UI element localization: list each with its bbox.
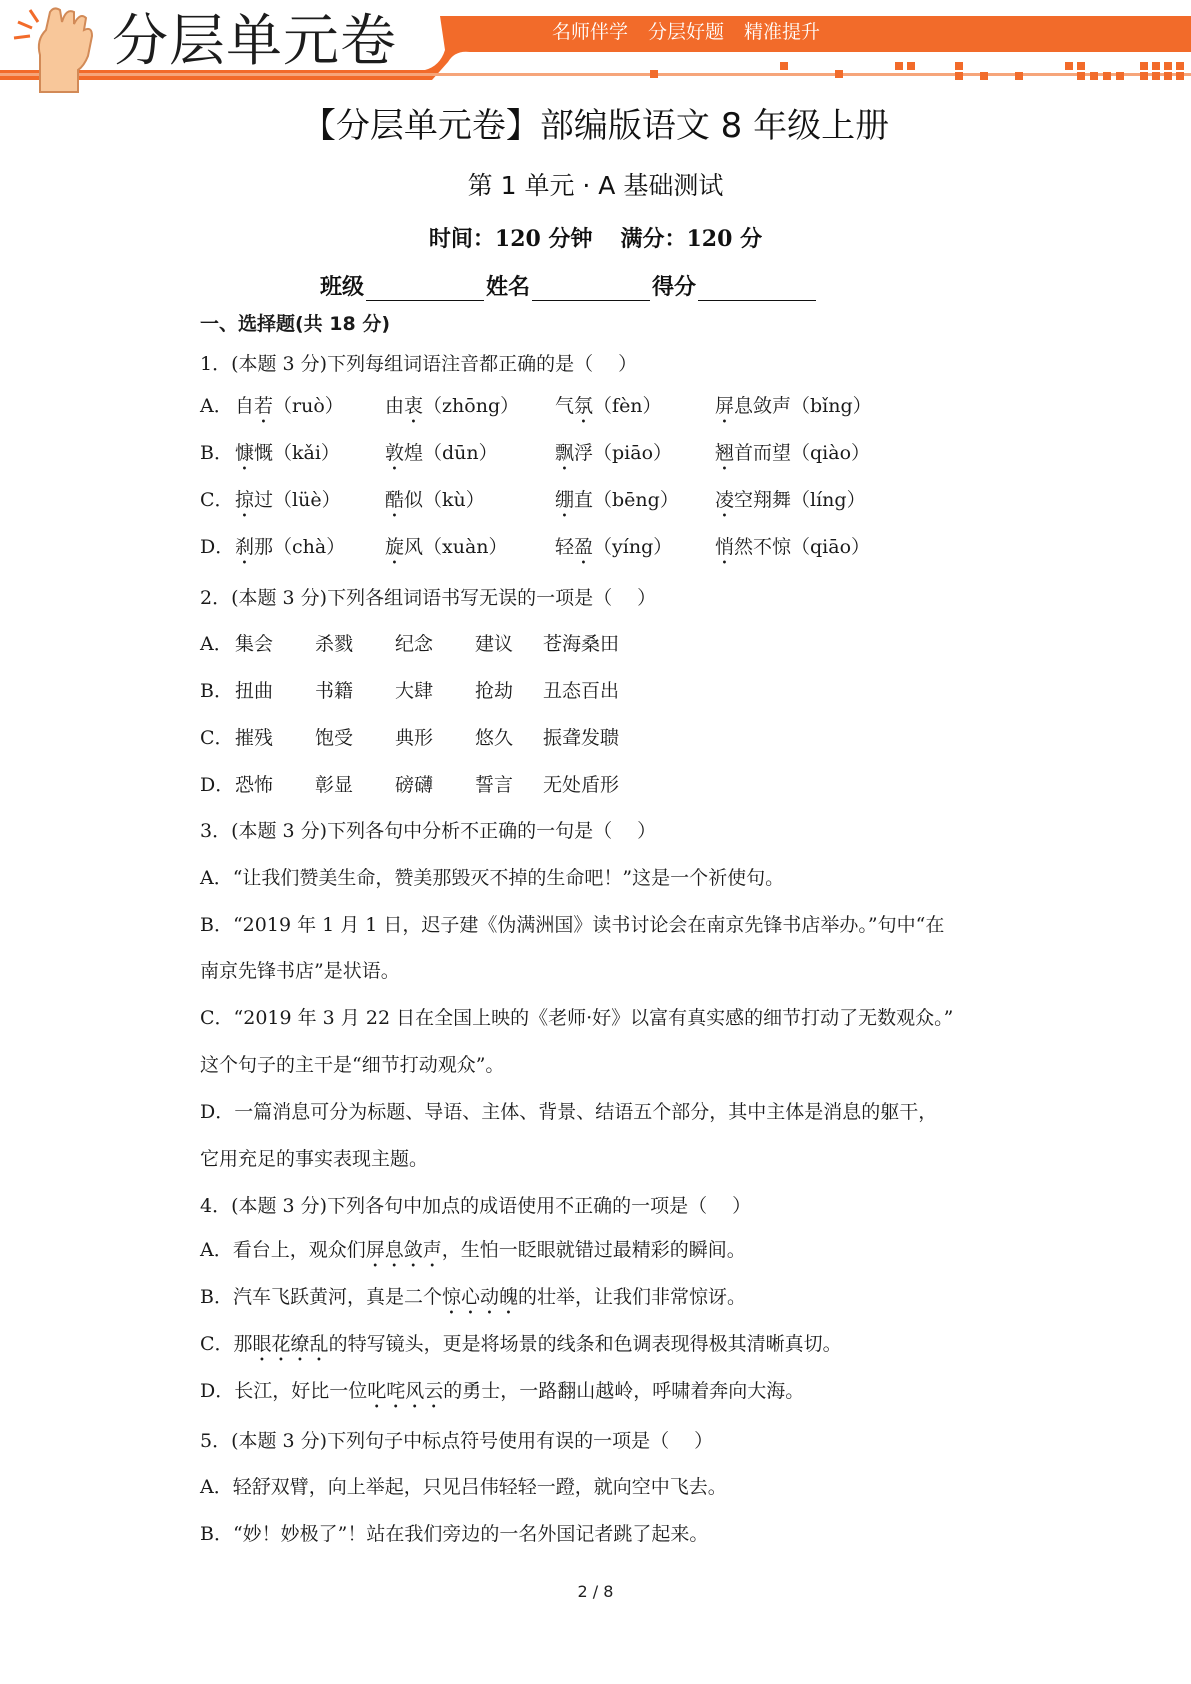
question-2-stem: 2．(本题 3 分)下列各组词语书写无误的一项是（ ） bbox=[200, 587, 657, 609]
dotted-idiom: 屏息敛声 bbox=[365, 1239, 442, 1261]
score-label: 得分 bbox=[652, 274, 697, 300]
item-text: 然不惊（qiāo） bbox=[734, 536, 871, 558]
option-sentence bbox=[200, 1284, 746, 1319]
pinyin-item bbox=[555, 534, 672, 569]
word-item: 饱受 bbox=[315, 727, 354, 749]
dotted-idiom: 惊心动魄 bbox=[441, 1286, 518, 1308]
question-3-line: D．一篇消息可分为标题、导语、主体、背景、结语五个部分，其中主体是消息的躯干， bbox=[200, 1101, 938, 1123]
pinyin-item bbox=[385, 534, 508, 569]
pinyin-item bbox=[235, 393, 344, 428]
sentence-text: ，生怕一眨眼就错过最精彩的瞬间。 bbox=[441, 1239, 746, 1261]
item-text: 空翔舞（líng） bbox=[734, 489, 866, 511]
pinyin-item bbox=[385, 393, 519, 428]
item-text: 慨（kǎi） bbox=[254, 442, 340, 464]
item-text: 由 bbox=[385, 395, 405, 417]
item-text: 首而望（qiào） bbox=[734, 442, 871, 464]
dotted-char: 旋 bbox=[385, 536, 405, 558]
question-3-line: 这个句子的主干是“细节打动观众”。 bbox=[200, 1054, 505, 1076]
dotted-idiom: 眼花缭乱 bbox=[252, 1333, 329, 1355]
question-5-stem: 5．(本题 3 分)下列句子中标点符号使用有误的一项是（ ） bbox=[200, 1430, 714, 1452]
pinyin-item bbox=[715, 393, 872, 428]
class-blank bbox=[366, 276, 484, 301]
option-letter: B． bbox=[200, 442, 233, 464]
item-text: （ruò） bbox=[273, 395, 344, 417]
question-3-line: B．“2019 年 1 月 1 日，迟子建《伪满洲国》读书讨论会在南京先锋书店举办。”句中“在 bbox=[200, 914, 945, 936]
pinyin-item bbox=[235, 440, 340, 475]
sentence-text: A．看台上，观众们 bbox=[200, 1239, 366, 1261]
dotted-char: 飘 bbox=[555, 442, 575, 464]
pinyin-item bbox=[715, 534, 870, 569]
word-item: 抢劫 bbox=[475, 680, 514, 702]
pinyin-item bbox=[235, 534, 345, 569]
pinyin-item bbox=[385, 487, 485, 522]
option-letter: B． bbox=[200, 680, 233, 702]
pinyin-item bbox=[715, 487, 866, 522]
item-text: 息敛声（bǐng） bbox=[734, 395, 872, 417]
item-text: 那（chà） bbox=[254, 536, 346, 558]
brand-title: 分层单元卷 bbox=[112, 9, 397, 74]
dotted-char: 凌 bbox=[715, 489, 735, 511]
word-item: 杀戮 bbox=[315, 633, 354, 655]
dotted-char: 刹 bbox=[235, 536, 255, 558]
pinyin-item bbox=[555, 440, 672, 475]
word-item: 丑态百出 bbox=[543, 680, 620, 702]
dotted-char: 慷 bbox=[235, 442, 255, 464]
slogan-item: 精准提升 bbox=[744, 21, 821, 43]
name-label: 姓名 bbox=[486, 274, 531, 300]
item-text: 气 bbox=[555, 395, 575, 417]
document-title: 【分层单元卷】部编版语文 8 年级上册 bbox=[301, 106, 890, 146]
item-text: （fèn） bbox=[593, 395, 662, 417]
word-item: 磅礴 bbox=[395, 774, 434, 796]
option-sentence bbox=[200, 1331, 842, 1366]
dotted-char: 若 bbox=[254, 395, 274, 417]
exam-full-score: 满分：120 分 bbox=[620, 226, 763, 252]
option-letter: C． bbox=[200, 489, 234, 511]
question-5-line: B．“妙！妙极了”！站在我们旁边的一名外国记者跳了起来。 bbox=[200, 1523, 709, 1545]
option-sentence bbox=[200, 1378, 804, 1413]
sentence-text: 的勇士，一路翻山越岭，呼啸着奔向大海。 bbox=[443, 1380, 805, 1402]
option-letter: C． bbox=[200, 727, 234, 749]
dotted-char: 绷 bbox=[555, 489, 575, 511]
option-sentence bbox=[200, 1237, 746, 1272]
exam-time-score bbox=[0, 222, 1191, 253]
dotted-char: 掠 bbox=[235, 489, 255, 511]
option-letter: A． bbox=[200, 395, 233, 417]
slogan-item: 分层好题 bbox=[648, 21, 725, 43]
document-subtitle: 第 1 单元 · A 基础测试 bbox=[467, 171, 724, 200]
question-3-stem: 3．(本题 3 分)下列各句中分析不正确的一句是（ ） bbox=[200, 820, 657, 842]
item-text: 煌（dūn） bbox=[404, 442, 498, 464]
word-item: 大肆 bbox=[395, 680, 434, 702]
question-3-line: 南京先锋书店”是状语。 bbox=[200, 960, 400, 982]
dotted-char: 盈 bbox=[574, 536, 594, 558]
word-item: 誓言 bbox=[475, 774, 514, 796]
item-text: （zhōng） bbox=[423, 395, 520, 417]
score-blank bbox=[698, 276, 816, 301]
sentence-text: 的特写镜头，更是将场景的线条和色调表现得极其清晰真切。 bbox=[328, 1333, 842, 1355]
header-banner bbox=[0, 0, 1191, 100]
dotted-char: 敦 bbox=[385, 442, 405, 464]
sentence-text: 的壮举，让我们非常惊讶。 bbox=[517, 1286, 746, 1308]
question-4-stem: 4．(本题 3 分)下列各句中加点的成语使用不正确的一项是（ ） bbox=[200, 1195, 752, 1217]
item-text: （yíng） bbox=[593, 536, 673, 558]
word-item: 恐怖 bbox=[235, 774, 274, 796]
item-text: 轻 bbox=[555, 536, 575, 558]
item-text: 过（lüè） bbox=[254, 489, 341, 511]
item-text: 直（bēng） bbox=[574, 489, 679, 511]
word-item: 集会 bbox=[235, 633, 274, 655]
name-blank bbox=[532, 276, 650, 301]
option-letter: D． bbox=[200, 536, 235, 558]
option-letter: A． bbox=[200, 633, 233, 655]
word-item: 典形 bbox=[395, 727, 434, 749]
dotted-char: 氛 bbox=[574, 395, 594, 417]
question-3-line: A．“让我们赞美生命，赞美那毁灭不掉的生命吧！”这是一个祈使句。 bbox=[200, 867, 785, 889]
pinyin-item bbox=[715, 440, 870, 475]
word-item: 苍海桑田 bbox=[543, 633, 620, 655]
dotted-char: 酷 bbox=[385, 489, 405, 511]
item-text: 自 bbox=[235, 395, 255, 417]
dotted-char: 翘 bbox=[715, 442, 735, 464]
student-info-line bbox=[320, 270, 818, 301]
dotted-char: 屏 bbox=[715, 395, 735, 417]
word-item: 建议 bbox=[475, 633, 514, 655]
pinyin-item bbox=[385, 440, 498, 475]
word-item: 摧残 bbox=[235, 727, 274, 749]
item-text: 似（kù） bbox=[404, 489, 485, 511]
option-letter: D． bbox=[200, 774, 235, 796]
sentence-text: C．那 bbox=[200, 1333, 253, 1355]
header-slogan bbox=[552, 19, 840, 45]
word-item: 书籍 bbox=[315, 680, 354, 702]
word-item: 彰显 bbox=[315, 774, 354, 796]
word-item: 纪念 bbox=[395, 633, 434, 655]
pinyin-item bbox=[555, 487, 679, 522]
sentence-text: B．汽车飞跃黄河，真是二个 bbox=[200, 1286, 442, 1308]
question-1-stem: 1．(本题 3 分)下列每组词语注音都正确的是（ ） bbox=[200, 353, 638, 375]
class-label: 班级 bbox=[320, 274, 365, 300]
item-text: 风（xuàn） bbox=[404, 536, 508, 558]
page-number: 2 / 8 bbox=[577, 1582, 614, 1601]
dotted-char: 悄 bbox=[715, 536, 735, 558]
word-item: 扭曲 bbox=[235, 680, 274, 702]
exam-time: 时间：120 分钟 bbox=[428, 226, 593, 252]
question-5-line: A．轻舒双臂，向上举起，只见吕伟轻轻一蹬，就向空中飞去。 bbox=[200, 1476, 727, 1498]
question-3-line: 它用充足的事实表现主题。 bbox=[200, 1148, 429, 1170]
pinyin-item bbox=[555, 393, 662, 428]
section-heading: 一、选择题(共 18 分) bbox=[200, 313, 391, 335]
slogan-item: 名师伴学 bbox=[552, 21, 629, 43]
pinyin-item bbox=[235, 487, 341, 522]
dotted-idiom: 叱咤风云 bbox=[367, 1380, 444, 1402]
question-3-line: C．“2019 年 3 月 22 日在全国上映的《老师·好》以富有真实感的细节打动了无数观众。” bbox=[200, 1007, 954, 1029]
dotted-char: 衷 bbox=[404, 395, 424, 417]
sentence-text: D．长江，好比一位 bbox=[200, 1380, 368, 1402]
word-item: 振聋发聩 bbox=[543, 727, 620, 749]
word-item: 悠久 bbox=[475, 727, 514, 749]
item-text: 浮（piāo） bbox=[574, 442, 673, 464]
word-item: 无处盾形 bbox=[543, 774, 620, 796]
